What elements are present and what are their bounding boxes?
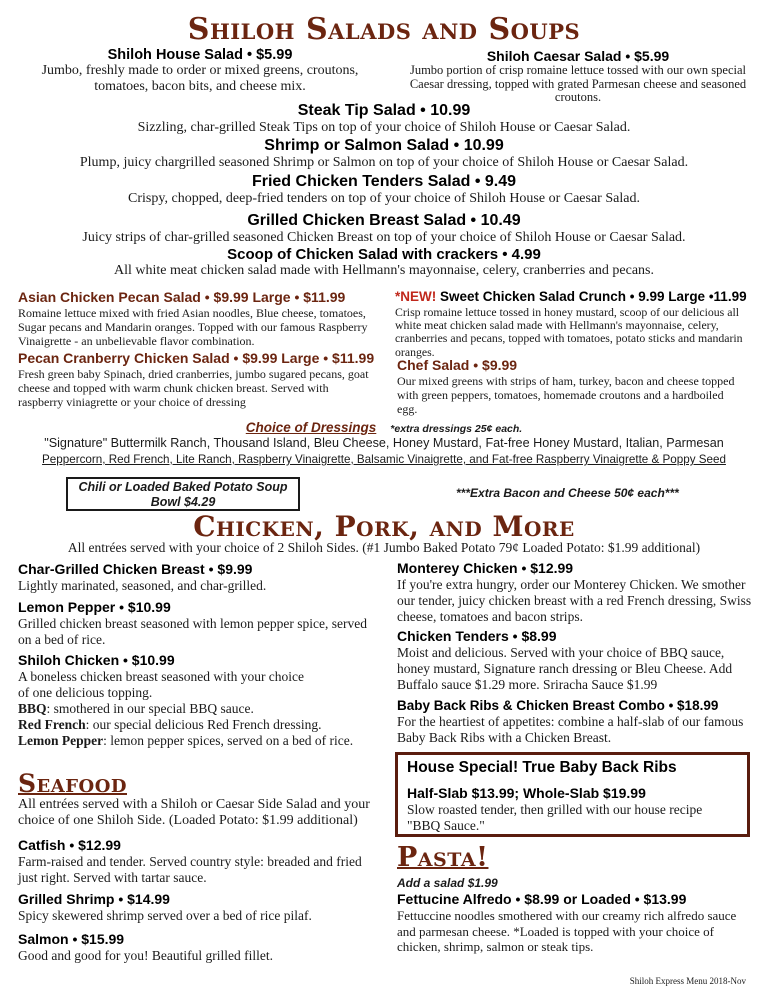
house-special-prices: Half-Slab $13.99; Whole-Slab $19.99 [407, 785, 646, 801]
dressings-line-2: Peppercorn, Red French, Lite Ranch, Raspberry Vinaigrette, Balsamic Vinaigrette, and Fat-free Raspberry Vinaigrette & Poppy Seed [42, 452, 726, 466]
asian-pecan-salad-name: Asian Chicken Pecan Salad • $9.99 Large • $11.99 [18, 289, 346, 305]
fried-tenders-salad-item [0, 172, 768, 207]
steak-tip-salad-item [0, 101, 768, 136]
shiloh-chicken-option-lemon: Lemon Pepper: lemon pepper spices, served on a bed of rice. [18, 733, 354, 748]
dressings-note: *extra dressings 25¢ each. [390, 423, 523, 435]
chicken-tenders-item [397, 628, 742, 693]
dressings-title: Choice of Dressings [245, 420, 377, 435]
shrimp-salmon-salad-item [0, 136, 768, 171]
caesar-salad-item [398, 48, 758, 105]
monterey-chicken-name: Monterey Chicken • $12.99 [397, 560, 574, 576]
menu-footer: Shiloh Express Menu 2018-Nov [629, 976, 746, 986]
sweet-crunch-salad-desc: Crisp romaine lettuce tossed in honey mustard, scoop of our delicious all white meat chicken salad made with Hellmann's mayonnaise, celery, cranberries and pecans, topped with tomatoes, potato sticks and mandarin oranges. [395, 305, 743, 359]
shiloh-chicken-option-bbq: BBQ: smothered in our special BBQ sauce. [18, 701, 254, 716]
catfish-name: Catfish • $12.99 [18, 837, 121, 853]
salmon-name: Salmon • $15.99 [18, 931, 125, 947]
ribs-combo-desc: For the heartiest of appetites: combine a half-slab of our famous Baby Back Ribs with a Chicken Breast. [397, 714, 744, 745]
chargrilled-chicken-name: Char-Grilled Chicken Breast • $9.99 [18, 561, 253, 577]
soup-text: Chili or Loaded Baked Potato Soup Bowl $4.29 [78, 480, 288, 509]
chicken-tenders-name: Chicken Tenders • $8.99 [397, 628, 557, 644]
sweet-crunch-salad-name: *NEW! Sweet Chicken Salad Crunch • 9.99 Large •11.99 [395, 289, 747, 304]
grilled-shrimp-item [18, 891, 378, 924]
ribs-combo-name: Baby Back Ribs & Chicken Breast Combo • $18.99 [397, 698, 719, 713]
steak-tip-salad-desc: Sizzling, char-grilled Steak Tips on top of your choice of Shiloh House or Caesar Salad. [137, 120, 631, 135]
caesar-salad-name: Shiloh Caesar Salad • $5.99 [486, 48, 670, 64]
house-salad-name: Shiloh House Salad • $5.99 [107, 47, 293, 63]
catfish-desc: Farm-raised and tender. Served country style: breaded and fried just right. Served with tartar sauce. [18, 854, 362, 885]
monterey-chicken-item [397, 560, 752, 625]
shrimp-salmon-salad-desc: Plump, juicy chargrilled seasoned Shrimp or Salmon on top of your choice of Shiloh House or Caesar Salad. [79, 155, 689, 170]
salmon-desc: Good and good for you! Beautiful grilled fillet. [18, 948, 273, 963]
lemon-pepper-desc: Grilled chicken breast seasoned with lemon pepper spice, served on a bed of rice. [18, 616, 368, 647]
grilled-shrimp-desc: Spicy skewered shrimp served over a bed of rice pilaf. [18, 908, 312, 923]
grilled-shrimp-name: Grilled Shrimp • $14.99 [18, 891, 170, 907]
seafood-title: Seafood [18, 769, 127, 798]
new-badge: *NEW! [395, 289, 437, 304]
chef-salad-item [397, 357, 737, 416]
fettucine-alfredo-name: Fettucine Alfredo • $8.99 or Loaded • $13.99 [397, 891, 687, 907]
grilled-breast-salad-name: Grilled Chicken Breast Salad • 10.49 [247, 212, 521, 229]
fettucine-alfredo-desc: Fettuccine noodles smothered with our creamy rich alfredo sauce and parmesan cheese. *Loaded is topped with your choice of chicken, shrimp, salmon or steak tips. [397, 908, 737, 954]
shiloh-chicken-option-french: Red French: our special delicious Red French dressing. [18, 717, 322, 732]
salads-title: Shiloh Salads and Soups [187, 12, 581, 47]
house-special-box [395, 752, 750, 837]
chicken-salad-scoop-desc: All white meat chicken salad made with Hellmann's mayonnaise, celery, cranberries and pecans. [113, 263, 655, 278]
pecan-cranberry-salad-name: Pecan Cranberry Chicken Salad • $9.99 Large • $11.99 [18, 350, 375, 366]
dressings-line-1: "Signature" Buttermilk Ranch, Thousand Island, Bleu Cheese, Honey Mustard, Fat-free Honey Mustard, Italian, Parmesan [44, 435, 724, 450]
dressings-list [18, 435, 750, 467]
lemon-pepper-name: Lemon Pepper • $10.99 [18, 599, 171, 615]
chargrilled-chicken-item [18, 561, 378, 594]
salmon-item [18, 931, 378, 964]
pecan-cranberry-salad-item [18, 350, 394, 409]
house-salad-desc: Jumbo, freshly made to order or mixed greens, croutons, tomatoes, bacon bits, and cheese mix. [41, 63, 359, 94]
chef-salad-desc: Our mixed greens with strips of ham, turkey, bacon and cheese topped with green peppers, tomatoes, homemade croutons and a hardboiled egg. [397, 374, 735, 416]
monterey-chicken-desc: If you're extra hungry, order our Monterey Chicken. We smother our tender, juicy chicken breast with a red French dressing, Swiss cheese, tomatoes and bacon strips. [397, 577, 752, 624]
grilled-breast-salad-item [0, 211, 768, 246]
caesar-salad-desc: Jumbo portion of crisp romaine lettuce tossed with our own special Caesar dressing, topped with grated Parmesan cheese and seasoned croutons. [409, 63, 747, 104]
asian-pecan-salad-desc: Romaine lettuce mixed with fried Asian noodles, Blue cheese, tomatoes, Sugar pecans and Mandarin oranges. Topped with our famous Raspberry Vinaigrette - an unbelievable flavor combination. [18, 306, 368, 348]
pasta-title: Pasta! [397, 842, 489, 873]
chicken-title: Chicken, Pork, and More [193, 510, 575, 543]
fettucine-alfredo-item [397, 891, 757, 955]
steak-tip-salad-name: Steak Tip Salad • 10.99 [297, 102, 471, 119]
house-special-title: House Special! True Baby Back Ribs [407, 759, 677, 776]
chargrilled-chicken-desc: Lightly marinated, seasoned, and char-grilled. [18, 578, 267, 593]
chicken-salad-scoop-name: Scoop of Chicken Salad with crackers • 4.99 [227, 246, 541, 263]
lemon-pepper-item [18, 599, 373, 648]
fried-tenders-salad-name: Fried Chicken Tenders Salad • 9.49 [251, 173, 517, 190]
sweet-crunch-salad-item [395, 289, 760, 359]
chef-salad-name: Chef Salad • $9.99 [397, 357, 518, 373]
ribs-combo-item [397, 697, 757, 746]
house-salad-item [20, 47, 380, 95]
shiloh-chicken-name: Shiloh Chicken • $10.99 [18, 652, 175, 668]
chicken-salad-scoop-item [0, 246, 768, 279]
chicken-tenders-desc: Moist and delicious. Served with your choice of BBQ sauce, honey mustard, Signature ranch dressing or Bleu Cheese. Add Buffalo sauce $1.29 more. Sriracha Sauce $1.99 [397, 645, 733, 692]
pecan-cranberry-salad-desc: Fresh green baby Spinach, dried cranberries, jumbo sugared pecans, goat cheese and topped with warm chunk chicken breast. Served with raspberry viniagrette or your choice of dressing [18, 367, 369, 409]
shiloh-chicken-item [18, 652, 354, 749]
chicken-intro: All entrées served with your choice of 2 Shiloh Sides. (#1 Jumbo Baked Potato 79¢ Loaded Potato: $1.99 additional) [67, 540, 701, 555]
pasta-add-salad: Add a salad $1.99 [397, 876, 498, 890]
soup-box [66, 477, 300, 511]
shiloh-chicken-desc: A boneless chicken breast seasoned with your choice of one delicious topping. [18, 669, 305, 700]
grilled-breast-salad-desc: Juicy strips of char-grilled seasoned Chicken Breast on top of your choice of Shiloh House or Caesar Salad. [82, 230, 686, 245]
shrimp-salmon-salad-name: Shrimp or Salmon Salad • 10.99 [264, 137, 504, 154]
house-special-desc: Slow roasted tender, then grilled with our house recipe "BBQ Sauce." [407, 802, 703, 833]
seafood-intro: All entrées served with a Shiloh or Caesar Side Salad and your choice of one Shiloh Side. (Loaded Potato: $1.99 additional) [18, 797, 370, 828]
asian-pecan-salad-item [18, 289, 390, 348]
catfish-item [18, 837, 368, 886]
fried-tenders-salad-desc: Crispy, chopped, deep-fried tenders on top of your choice of Shiloh House or Caesar Salad. [128, 191, 640, 206]
extra-bacon-note: ***Extra Bacon and Cheese 50¢ each*** [456, 486, 679, 500]
